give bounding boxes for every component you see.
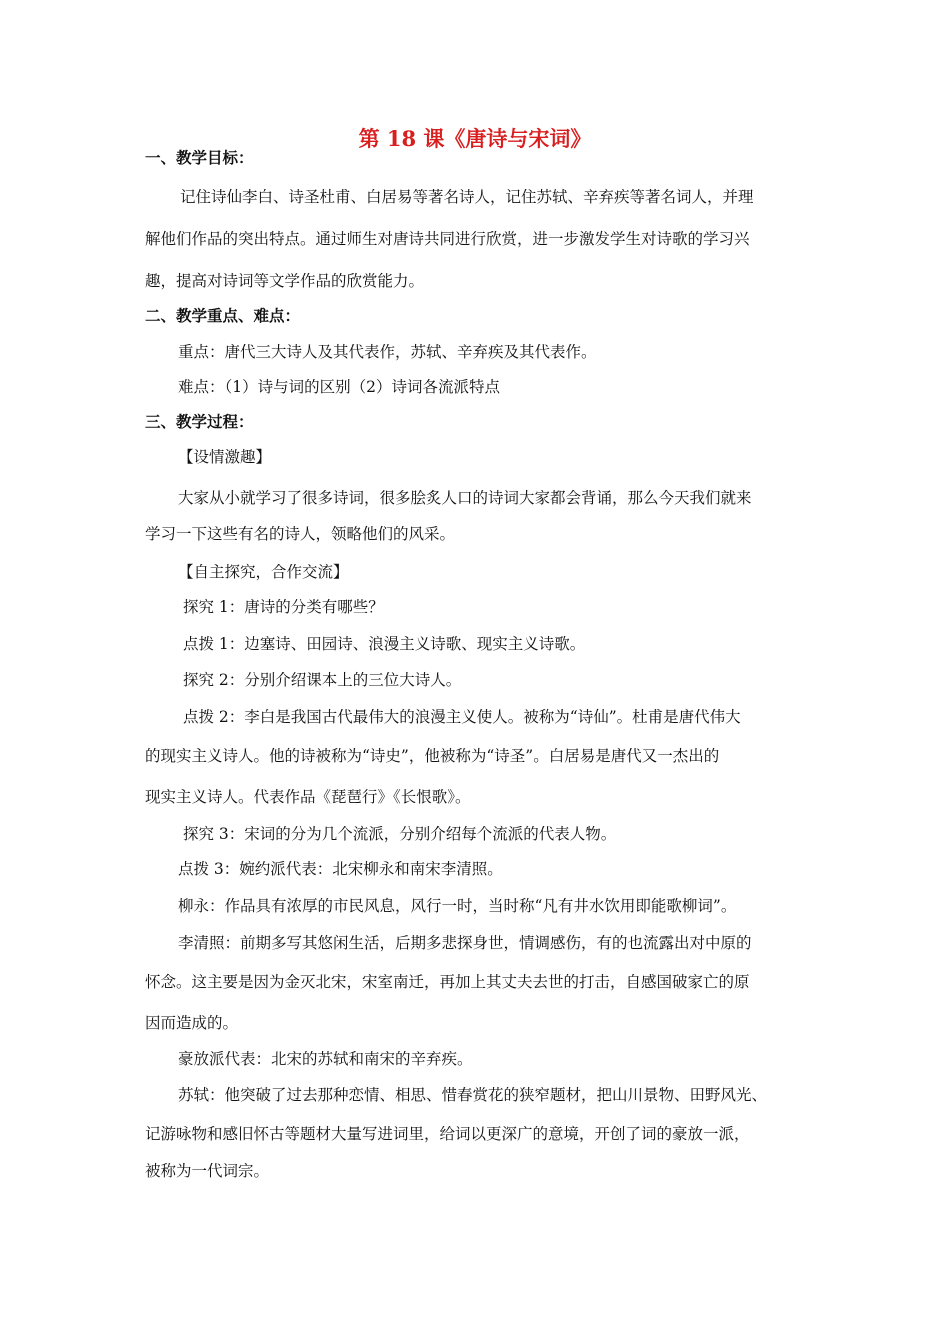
- paragraph-line: 记游咏物和感旧怀古等题材大量写进词里，给词以更深广的意境，开创了词的豪放一派，: [145, 1125, 750, 1143]
- paragraph-line: 怀念。这主要是因为金灭北宋，宋室南迁，再加上其丈夫去世的打击，自感国破家亡的原: [145, 973, 750, 991]
- paragraph-line: 难点：（1）诗与词的区别（2）诗词各流派特点: [178, 378, 500, 396]
- paragraph-line: 探究 2：分别介绍课本上的三位大诗人。: [183, 671, 462, 689]
- lesson-title: 第 18 课《唐诗与宋词》: [358, 126, 592, 151]
- paragraph-line: 李清照：前期多写其悠闲生活，后期多悲探身世，情调感伤，有的也流露出对中原的: [178, 934, 752, 952]
- paragraph-line: 因而造成的。: [145, 1014, 239, 1032]
- paragraph-line: 柳永：作品具有浓厚的市民风息，风行一时，当时称“凡有井水饮用即能歌柳词”。: [178, 897, 737, 915]
- paragraph-line: 【设情激趣】: [178, 448, 272, 466]
- section-heading: 一、教学目标：: [145, 148, 254, 167]
- paragraph-line: 豪放派代表：北宋的苏轼和南宋的辛弃疾。: [178, 1050, 473, 1068]
- paragraph-line: 解他们作品的突出特点。通过师生对唐诗共同进行欣赏，进一步激发学生对诗歌的学习兴: [145, 230, 750, 248]
- paragraph-line: 点拨 3：婉约派代表：北宋柳永和南宋李清照。: [178, 860, 503, 878]
- paragraph-line: 趣，提高对诗词等文学作品的欣赏能力。: [145, 272, 425, 290]
- paragraph-line: 点拨 1：边塞诗、田园诗、浪漫主义诗歌、现实主义诗歌。: [183, 635, 586, 653]
- paragraph-line: 探究 1：唐诗的分类有哪些？: [183, 598, 384, 616]
- section-heading: 二、教学重点、难点：: [145, 306, 301, 325]
- paragraph-line: 被称为一代词宗。: [145, 1162, 270, 1180]
- paragraph-line: 现实主义诗人。代表作品《琵琶行》《长恨歌》。: [145, 788, 471, 806]
- paragraph-line: 苏轼：他突破了过去那种恋情、相思、惜春赏花的狭窄题材，把山川景物、田野风光、: [178, 1086, 768, 1104]
- paragraph-line: 大家从小就学习了很多诗词，很多脍炙人口的诗词大家都会背诵，那么今天我们就来: [178, 489, 752, 507]
- paragraph-line: 的现实主义诗人。他的诗被称为“诗史”，他被称为“诗圣”。白居易是唐代又一杰出的: [145, 747, 720, 765]
- paragraph-line: 点拨 2：李白是我国古代最伟大的浪漫主义使人。被称为“诗仙”。杜甫是唐代伟大: [183, 708, 741, 726]
- section-heading: 三、教学过程：: [145, 412, 254, 431]
- paragraph-line: 记住诗仙李白、诗圣杜甫、白居易等著名诗人，记住苏轼、辛弃疾等著名词人，并理: [180, 188, 754, 206]
- paragraph-line: 探究 3：宋词的分为几个流派，分别介绍每个流派的代表人物。: [183, 825, 617, 843]
- paragraph-line: 学习一下这些有名的诗人，领略他们的风采。: [145, 525, 456, 543]
- paragraph-line: 重点：唐代三大诗人及其代表作，苏轼、辛弃疾及其代表作。: [178, 343, 597, 361]
- paragraph-line: 【自主探究，合作交流】: [178, 563, 349, 581]
